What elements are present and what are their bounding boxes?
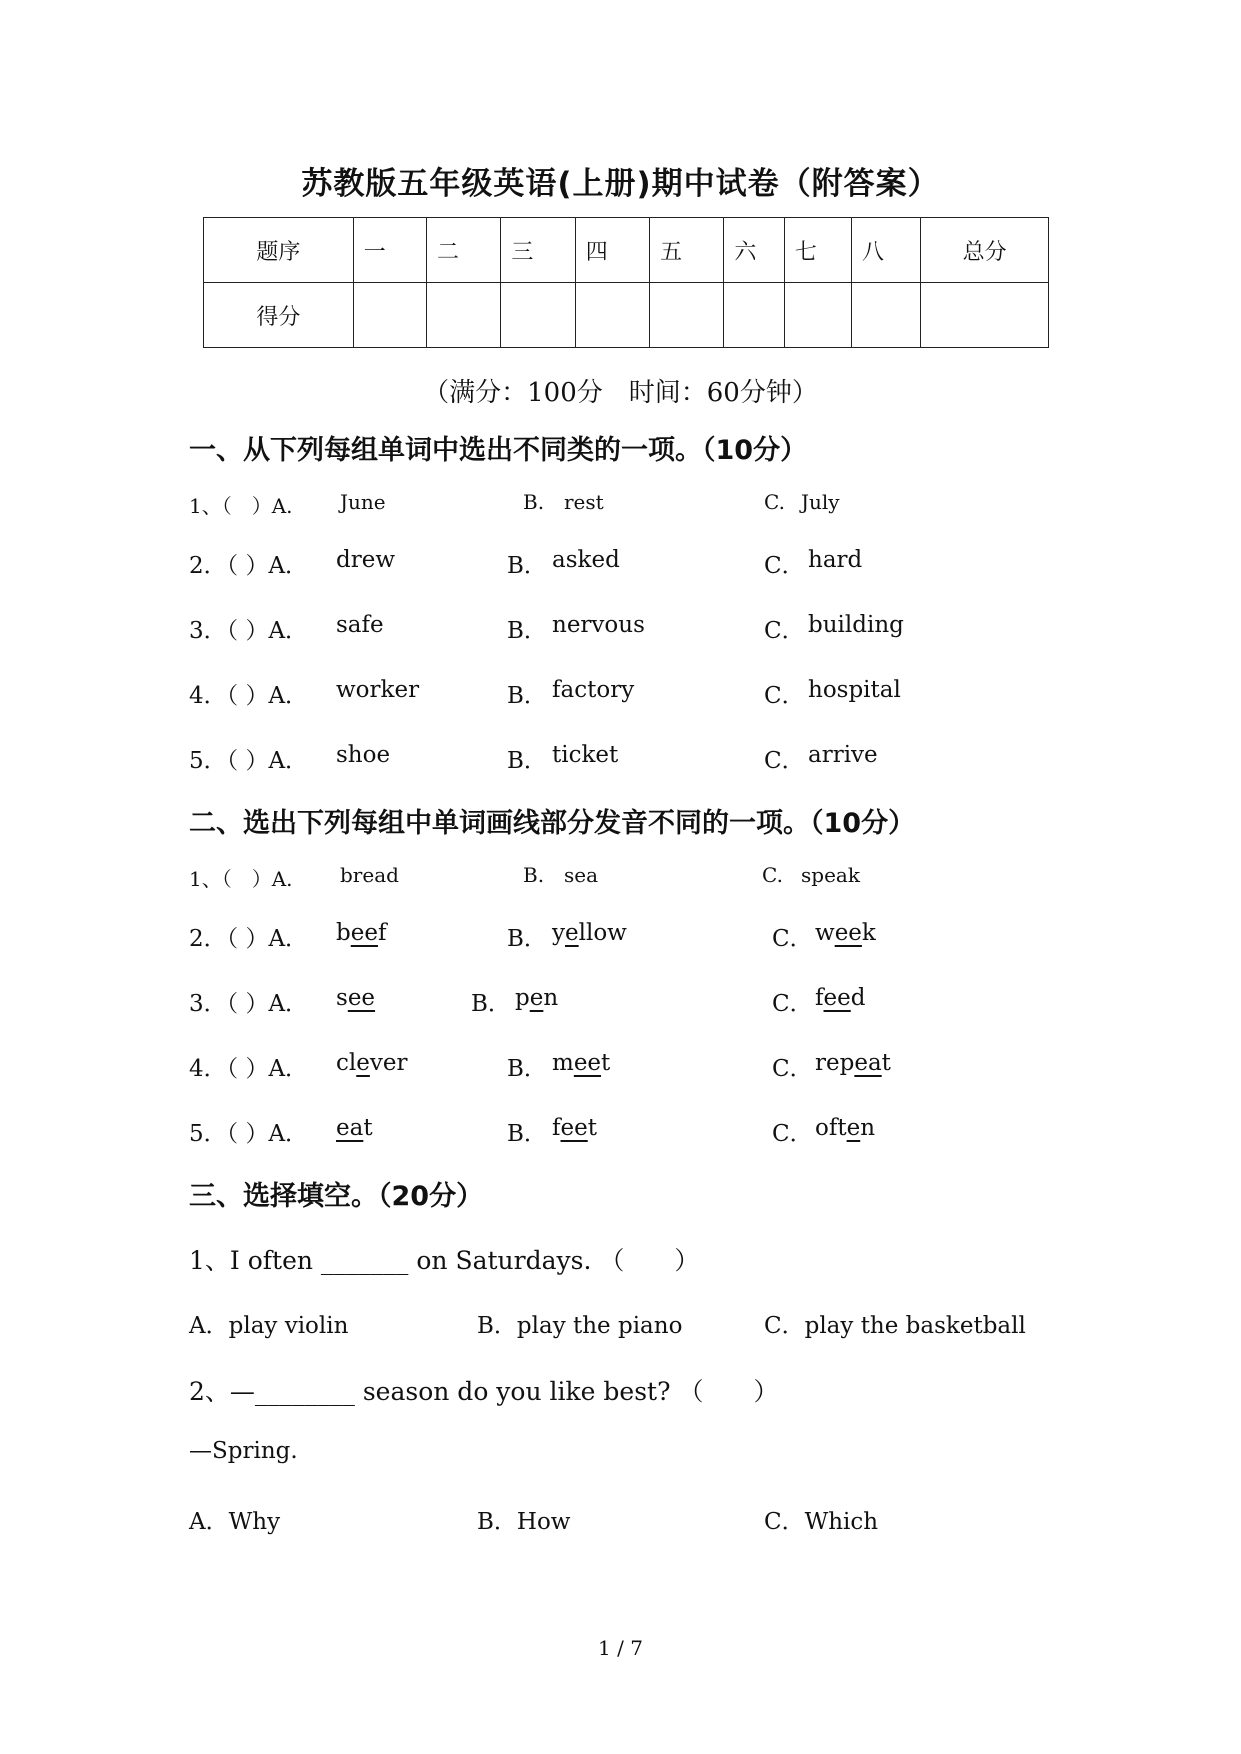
underlined-part: e: [565, 920, 579, 946]
s1-q4-option-a: worker: [336, 677, 420, 703]
score-table-score-row: [204, 283, 1049, 348]
s2-q3-b-label: B．: [471, 991, 511, 1017]
s2-q5-b-label: B．: [507, 1121, 547, 1147]
s2-q2-c-label: C．: [772, 926, 813, 952]
word-part: k: [861, 920, 876, 946]
word-part: llow: [578, 920, 627, 946]
s2-q1-option-c: speak: [801, 863, 860, 887]
s1-q2-prefix: 2．（ ）A．: [189, 553, 309, 579]
exam-info: （满分：100分 时间：60分钟）: [423, 378, 818, 408]
s1-q1-option-a: June: [340, 490, 386, 514]
word-part: t: [881, 1050, 891, 1076]
score-table-header-row: [204, 218, 1049, 283]
score-cell[interactable]: [353, 283, 426, 348]
s2-q1-prefix: 1、（ ）A.: [189, 867, 293, 891]
s2-q1-b-label: B.: [523, 863, 545, 887]
score-header-cell: 八: [852, 218, 921, 283]
s2-q4-c-label: C．: [772, 1056, 813, 1082]
underlined-part: ee: [350, 920, 378, 946]
s1-q1-prefix: 1、（ ）A.: [189, 494, 293, 518]
s2-q5-option-b: [552, 1115, 597, 1141]
s1-q4-c-label: C．: [764, 683, 805, 709]
score-header-cell: 题序: [204, 218, 354, 283]
s3-q1-option-c: C．play the basketball: [764, 1313, 1026, 1339]
word-part: t: [363, 1115, 373, 1141]
s2-q4-b-label: B．: [507, 1056, 547, 1082]
s3-q1-option-a: A．play violin: [189, 1313, 349, 1339]
s1-q1-b-label: B.: [523, 490, 545, 514]
s2-q3-option-b: [515, 985, 558, 1011]
word-part: t: [601, 1050, 611, 1076]
score-header-cell: 五: [650, 218, 724, 283]
s3-q1-option-b: B．play the piano: [477, 1313, 683, 1339]
score-header-cell: 三: [501, 218, 575, 283]
word-part: f: [815, 985, 824, 1011]
s2-q3-option-a: [336, 985, 375, 1011]
underlined-part: ea: [336, 1115, 364, 1141]
s3-q2-option-a: A．Why: [189, 1509, 281, 1535]
page-number: 1 / 7: [598, 1636, 643, 1660]
s1-q5-b-label: B．: [507, 748, 547, 774]
word-part: y: [552, 920, 565, 946]
s3-q1-stem: 1、I often _______ on Saturdays. （ ）: [189, 1246, 700, 1275]
s2-q5-c-label: C．: [772, 1121, 813, 1147]
s1-q3-c-label: C．: [764, 618, 805, 644]
section-2-title: 二、选出下列每组中单词画线部分发音不同的一项。（10分）: [189, 808, 916, 839]
score-cell[interactable]: [575, 283, 649, 348]
underlined-part: ea: [854, 1050, 882, 1076]
s2-q4-prefix: 4．（ ）A．: [189, 1056, 309, 1082]
s1-q4-b-label: B．: [507, 683, 547, 709]
s3-q2-answer-line: —Spring.: [189, 1438, 298, 1464]
s1-q3-option-c: building: [808, 612, 904, 638]
s2-q2-b-label: B．: [507, 926, 547, 952]
underlined-part: ee: [560, 1115, 588, 1141]
s2-q2-option-a: [336, 920, 386, 946]
score-cell[interactable]: [852, 283, 921, 348]
word-part: n: [860, 1115, 876, 1141]
score-header-cell: 一: [353, 218, 426, 283]
s1-q5-option-b: ticket: [552, 742, 619, 768]
score-cell[interactable]: [501, 283, 575, 348]
word-part: s: [336, 985, 348, 1011]
s2-q5-option-c: [815, 1115, 875, 1141]
s2-q1-c-label: C.: [762, 863, 783, 887]
score-header-cell: 六: [724, 218, 784, 283]
word-part: t: [587, 1115, 597, 1141]
s1-q4-option-b: factory: [552, 677, 635, 703]
s1-q4-prefix: 4．（ ）A．: [189, 683, 309, 709]
s2-q2-prefix: 2．（ ）A．: [189, 926, 309, 952]
s2-q1-option-b: sea: [564, 863, 599, 887]
underlined-part: ee: [347, 985, 376, 1011]
s3-q2-option-c: C．Which: [764, 1509, 879, 1535]
score-header-cell: 七: [784, 218, 851, 283]
s2-q3-option-c: [815, 985, 865, 1011]
s1-q2-option-b: asked: [552, 547, 620, 573]
s1-q3-prefix: 3．（ ）A．: [189, 618, 309, 644]
s2-q4-option-a: [336, 1050, 407, 1076]
s1-q2-option-c: hard: [808, 547, 863, 573]
s1-q5-option-c: arrive: [808, 742, 878, 768]
s2-q4-option-c: [815, 1050, 891, 1076]
word-part: m: [552, 1050, 574, 1076]
s2-q3-c-label: C．: [772, 991, 813, 1017]
underlined-part: ee: [834, 920, 862, 946]
score-cell[interactable]: [784, 283, 851, 348]
s2-q4-option-b: [552, 1050, 610, 1076]
s1-q1-option-c: July: [801, 490, 840, 514]
word-part: f: [552, 1115, 561, 1141]
s2-q2-option-c: [815, 920, 876, 946]
s1-q2-option-a: drew: [336, 547, 396, 573]
word-part: oft: [815, 1115, 847, 1141]
s3-q2-option-b: B．How: [477, 1509, 571, 1535]
word-part: cl: [336, 1050, 357, 1076]
score-cell[interactable]: [921, 283, 1049, 348]
word-part: f: [377, 920, 387, 946]
s2-q5-option-a: [336, 1115, 373, 1141]
word-part: w: [815, 920, 835, 946]
score-header-cell: 总分: [921, 218, 1049, 283]
underlined-part: e: [356, 1050, 370, 1076]
score-cell[interactable]: [427, 283, 501, 348]
page-title: 苏教版五年级英语(上册)期中试卷（附答案）: [301, 166, 940, 202]
s1-q3-option-a: safe: [336, 612, 384, 638]
score-cell[interactable]: [724, 283, 784, 348]
score-row-label: 得分: [204, 283, 354, 348]
word-part: p: [515, 985, 530, 1011]
s1-q5-option-a: shoe: [336, 742, 391, 768]
s1-q5-c-label: C．: [764, 748, 805, 774]
underlined-part: e: [846, 1115, 861, 1141]
score-header-cell: 二: [427, 218, 501, 283]
score-header-cell: 四: [575, 218, 649, 283]
s2-q5-prefix: 5．（ ）A．: [189, 1121, 309, 1147]
score-cell[interactable]: [650, 283, 724, 348]
underlined-part: ee: [573, 1050, 602, 1076]
word-part: n: [543, 985, 559, 1011]
s1-q2-b-label: B．: [507, 553, 547, 579]
s2-q2-option-b: [552, 920, 627, 946]
s1-q5-prefix: 5．（ ）A．: [189, 748, 309, 774]
underlined-part: e: [529, 985, 544, 1011]
s1-q1-option-b: rest: [564, 490, 604, 514]
word-part: b: [336, 920, 351, 946]
s1-q3-option-b: nervous: [552, 612, 645, 638]
s2-q1-option-a: bread: [340, 863, 399, 887]
s2-q3-prefix: 3．（ ）A．: [189, 991, 309, 1017]
word-part: ver: [369, 1050, 408, 1076]
word-part: rep: [815, 1050, 855, 1076]
section-3-title: 三、选择填空。（20分）: [189, 1181, 484, 1212]
section-1-title: 一、从下列每组单词中选出不同类的一项。（10分）: [189, 435, 808, 466]
s1-q1-c-label: C.: [764, 490, 785, 514]
score-table: [203, 217, 1049, 348]
s1-q2-c-label: C．: [764, 553, 805, 579]
s1-q3-b-label: B．: [507, 618, 547, 644]
word-part: d: [850, 985, 866, 1011]
underlined-part: ee: [823, 985, 851, 1011]
s1-q4-option-c: hospital: [808, 677, 901, 703]
s3-q2-stem: 2、—________ season do you like best? （ ）: [189, 1377, 779, 1406]
